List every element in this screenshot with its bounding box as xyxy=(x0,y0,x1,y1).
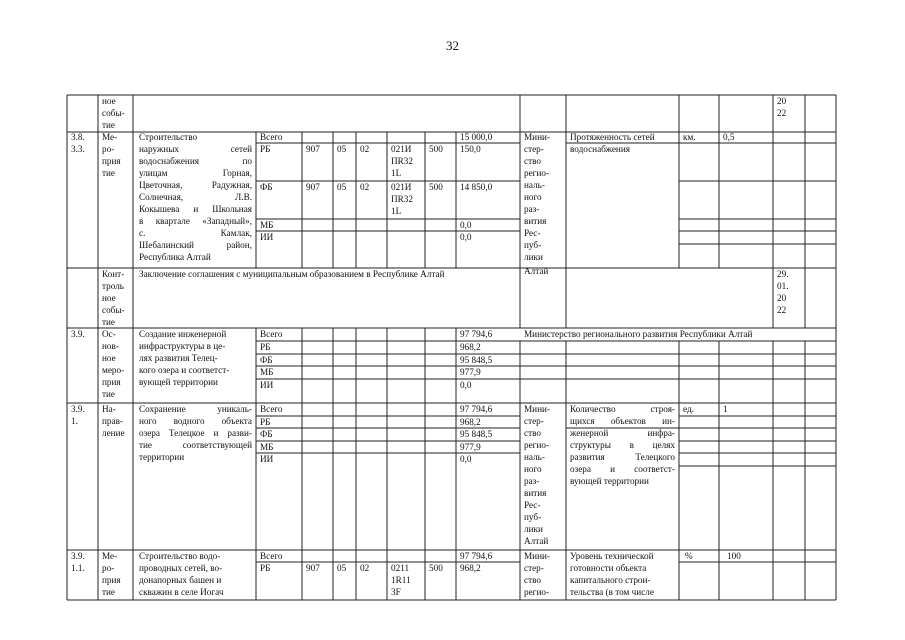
section-code: 05 xyxy=(337,182,347,192)
executor-line: Алтай xyxy=(524,266,549,276)
target-article-code: 021И xyxy=(391,182,412,192)
row-number: 3.3. xyxy=(71,144,85,154)
row-type: тие xyxy=(102,389,116,399)
description-line: тие соответствующей xyxy=(139,440,252,450)
funding-source: РБ xyxy=(260,417,271,427)
row-number: 3.9. xyxy=(71,404,85,414)
target-article-code: ПR32 xyxy=(391,156,413,166)
target-article-code: ПR32 xyxy=(391,194,413,204)
indicator-value: 1 xyxy=(723,404,728,414)
row-type: ление xyxy=(102,428,125,438)
section-code: 05 xyxy=(337,144,347,154)
executor-line: Мини- xyxy=(524,551,550,561)
target-article-code: 3F xyxy=(391,587,401,597)
description-line: скважин в селе Иогач xyxy=(139,587,224,597)
indicator-line: структуры в целях xyxy=(570,440,675,450)
row-type: прав- xyxy=(102,416,123,426)
row-number: 3.8. xyxy=(71,132,85,142)
executor-line: вития xyxy=(524,216,547,226)
funding-source: Всего xyxy=(260,404,283,414)
subsection-code: 02 xyxy=(360,182,370,192)
description-line: Строительство xyxy=(139,132,198,142)
funding-amount: 0,0 xyxy=(460,454,472,464)
row-type: ро- xyxy=(102,563,115,573)
funding-amount: 968,2 xyxy=(460,417,481,427)
target-article-code: 021И xyxy=(391,144,412,154)
description-line: водоснабжения по xyxy=(139,156,252,166)
description-line: с. Камлак, xyxy=(139,228,252,238)
funding-source: Всего xyxy=(260,551,283,561)
row-type: прия xyxy=(102,575,121,585)
description-line: Кокышева и Школьная xyxy=(139,204,252,214)
funding-source: РБ xyxy=(260,144,271,154)
executor-line: стер- xyxy=(524,563,544,573)
event-date-line: 22 xyxy=(777,108,787,118)
row-type: тие xyxy=(102,587,116,597)
indicator-line: вующей территории xyxy=(570,476,649,486)
executor-line: пуб- xyxy=(524,240,542,250)
row-number: 1. xyxy=(71,416,78,426)
funding-source: Всего xyxy=(260,132,283,142)
indicator-unit: ед. xyxy=(683,404,694,414)
target-article-code: 1R11 xyxy=(391,575,411,585)
description-line: Цветочная, Радужная, xyxy=(139,180,252,190)
control-date-line: 01. xyxy=(777,281,789,291)
funding-amount: 0,0 xyxy=(460,380,472,390)
control-date-line: 29. xyxy=(777,269,789,279)
executor-line: стер- xyxy=(524,416,544,426)
description-line: Создание инженерной xyxy=(139,329,227,339)
control-date-line: 22 xyxy=(777,305,787,315)
description-line: Республика Алтай xyxy=(139,252,211,262)
indicator-line: капитального строи- xyxy=(570,575,651,585)
funding-amount: 95 848,5 xyxy=(460,355,493,365)
control-label-line: собы- xyxy=(102,305,125,315)
executor-line: Мини- xyxy=(524,404,550,414)
funding-source: МБ xyxy=(260,220,274,230)
funding-source: Всего xyxy=(260,329,283,339)
row-type: Ос- xyxy=(102,329,116,339)
funding-amount: 97 794,6 xyxy=(460,404,493,414)
expense-type-code: 500 xyxy=(429,182,443,192)
indicator-line: озера и соответст- xyxy=(570,464,675,474)
row-number: 3.9. xyxy=(71,329,85,339)
executor-line: регио- xyxy=(524,168,550,178)
executor-line: ство xyxy=(524,428,541,438)
executor-line: раз- xyxy=(524,476,540,486)
funding-amount: 977,9 xyxy=(460,367,481,377)
row-type: нов- xyxy=(102,341,119,351)
row-type: ное xyxy=(102,353,116,363)
target-article-code: 1L xyxy=(391,168,402,178)
funding-amount: 968,2 xyxy=(460,342,481,352)
indicator-unit: км. xyxy=(683,132,696,142)
event-label-line: тие xyxy=(102,120,116,130)
executor-line: стер- xyxy=(524,144,544,154)
funding-amount: 0,0 xyxy=(460,232,472,242)
funding-source: МБ xyxy=(260,442,274,452)
description-line: территории xyxy=(139,452,185,462)
executor-line: регио- xyxy=(524,587,550,597)
control-label-line: ное xyxy=(102,293,116,303)
indicator-line: готовности объекта xyxy=(570,563,647,573)
executor-line: пуб- xyxy=(524,512,542,522)
indicator-line: развития Телецкого xyxy=(570,452,675,462)
row-type: ро- xyxy=(102,144,115,154)
indicator-line: женерной инфра- xyxy=(570,428,675,438)
description-line: озера Телецкое и разви- xyxy=(139,428,252,438)
funding-amount: 15 000,0 xyxy=(460,132,493,142)
page-number: 32 xyxy=(446,38,459,53)
description-line: Солнечная, Л.В. xyxy=(139,192,252,202)
funding-source: МБ xyxy=(260,367,274,377)
control-event-text: Заключение соглашения с муниципальным образованием в Республике Алтай xyxy=(139,269,445,279)
executor-line: ство xyxy=(524,156,541,166)
description-line: Строительство водо- xyxy=(139,551,221,561)
row-type: меро- xyxy=(102,365,125,375)
funding-source: ИИ xyxy=(260,380,274,390)
grbs-code: 907 xyxy=(306,182,320,192)
executor-line: раз- xyxy=(524,204,540,214)
executor-line: Мини- xyxy=(524,132,550,142)
executor-line: регио- xyxy=(524,440,550,450)
executor-line: наль- xyxy=(524,180,545,190)
executor-line: наль- xyxy=(524,452,545,462)
funding-source: РБ xyxy=(260,563,271,573)
funding-source: ИИ xyxy=(260,454,274,464)
executor-line: Рес- xyxy=(524,500,541,510)
funding-source: ИИ xyxy=(260,232,274,242)
row-type: тие xyxy=(102,168,116,178)
indicator-value: 100 xyxy=(727,551,741,561)
description-line: наружных сетей xyxy=(139,144,252,154)
funding-source: ФБ xyxy=(260,182,273,192)
executor-line: вития xyxy=(524,488,547,498)
funding-amount: 14 850,0 xyxy=(460,182,493,192)
description-line: в квартале «Западный», xyxy=(139,216,252,226)
control-label-line: тие xyxy=(102,317,116,327)
indicator-text: Протяженность сетей водоснабжения xyxy=(570,132,655,154)
funding-amount: 968,2 xyxy=(460,563,481,573)
description-line: кого озера и соответст- xyxy=(139,365,230,375)
funding-amount: 977,9 xyxy=(460,442,481,452)
executor-line: лики xyxy=(524,252,543,262)
description-line: улицам Горная, xyxy=(139,168,252,178)
event-label-line: ное xyxy=(102,96,116,106)
indicator-line: тельства (в том числе xyxy=(570,587,654,597)
description-line: вующей территории xyxy=(139,377,218,387)
event-label-line: собы- xyxy=(102,108,125,118)
description-line: донапорных башен и xyxy=(139,575,222,585)
description-line: Шебалинский район, xyxy=(139,240,252,250)
subsection-code: 02 xyxy=(360,144,370,154)
row-type: На- xyxy=(102,404,116,414)
control-label-line: Конт- xyxy=(102,269,125,279)
funding-source: ФБ xyxy=(260,429,273,439)
expense-type-code: 500 xyxy=(429,144,443,154)
control-label-line: троль xyxy=(102,281,124,291)
description-line: лях развития Телец- xyxy=(139,353,218,363)
row-type: Ме- xyxy=(102,551,118,561)
indicator-line: Количество строя- xyxy=(570,404,675,414)
funding-amount: 0,0 xyxy=(460,220,472,230)
executor-line: лики xyxy=(524,524,543,534)
description-line: ного водного объекта xyxy=(139,416,252,426)
funding-amount: 97 794,6 xyxy=(460,551,493,561)
indicator-line: щихся объектов ин- xyxy=(570,416,675,426)
row-type: Ме- xyxy=(102,132,118,142)
row-number: 3.9. xyxy=(71,551,85,561)
expense-type-code: 500 xyxy=(429,563,443,573)
funding-amount: 150,0 xyxy=(460,144,481,154)
control-date-line: 20 xyxy=(777,293,787,303)
row-type: прия xyxy=(102,377,121,387)
funding-amount: 97 794,6 xyxy=(460,329,493,339)
description-line: Сохранение уникаль- xyxy=(139,404,252,414)
row-type: прия xyxy=(102,156,121,166)
grbs-code: 907 xyxy=(306,144,320,154)
executor-text: Министерство регионального развития Республики Алтай xyxy=(524,329,753,339)
section-code: 05 xyxy=(337,563,347,573)
executor-line: Рес- xyxy=(524,228,541,238)
target-article-code: 1L xyxy=(391,206,402,216)
description-line: проводных сетей, во- xyxy=(139,563,223,573)
executor-line: ного xyxy=(524,192,542,202)
row-number: 1.1. xyxy=(71,563,85,573)
subsection-code: 02 xyxy=(360,563,370,573)
grbs-code: 907 xyxy=(306,563,320,573)
executor-line: ство xyxy=(524,575,541,585)
indicator-value: 0,5 xyxy=(723,132,735,142)
executor-line: ного xyxy=(524,464,542,474)
funding-source: РБ xyxy=(260,342,271,352)
executor-line: Алтай xyxy=(524,536,549,546)
target-article-code: 0211 xyxy=(391,563,410,573)
funding-amount: 95 848,5 xyxy=(460,429,493,439)
description-line: инфраструктуры в це- xyxy=(139,341,226,351)
indicator-unit: % xyxy=(685,551,693,561)
funding-source: ФБ xyxy=(260,355,273,365)
event-date-line: 20 xyxy=(777,96,787,106)
indicator-line: Уровень технической xyxy=(570,551,654,561)
